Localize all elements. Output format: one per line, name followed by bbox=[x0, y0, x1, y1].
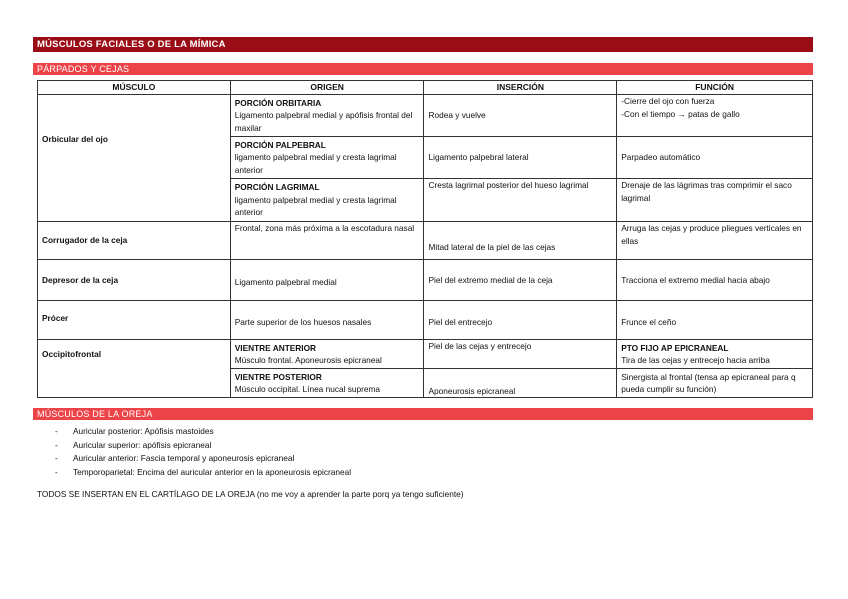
column-header: ORIGEN bbox=[230, 81, 424, 95]
list-item: - Temporoparietal: Encima del auricular anterior en la aponeurosis epicraneal bbox=[55, 466, 352, 477]
table-row bbox=[38, 301, 813, 340]
list-item-text: Temporoparietal: Encima del auricular anterior en la aponeurosis epicraneal bbox=[73, 466, 352, 477]
belly-title: VIENTRE POSTERIOR bbox=[234, 371, 322, 382]
footnote: TODOS SE INSERTAN EN EL CARTÍLAGO DE LA OREJA (no me voy a aprender la parte porq ya tengo suficiente) bbox=[37, 489, 464, 499]
muscle-name: Occipitofrontal bbox=[38, 340, 231, 398]
list-item: - Auricular posterior: Apófisis mastoides bbox=[55, 426, 214, 436]
table-header-row bbox=[38, 81, 813, 95]
insertion-cell: Ligamento palpebral lateral bbox=[424, 137, 617, 179]
column-header: INSERCIÓN bbox=[424, 81, 617, 95]
table-row bbox=[38, 95, 813, 137]
list-item-text: Auricular superior: apófisis epicraneal bbox=[73, 439, 212, 450]
list-item-text: Auricular anterior: Fascia temporal y aponeurosis epicraneal bbox=[73, 453, 295, 463]
origin-text: Músculo occipital. Línea nucal suprema bbox=[234, 384, 381, 394]
function-cell: Arruga las cejas y produce pliegues verticales en ellas bbox=[617, 222, 813, 260]
list-item: - Auricular anterior: Fascia temporal y aponeurosis epicraneal bbox=[55, 453, 295, 463]
ear-muscles-list bbox=[55, 425, 351, 479]
origin-cell bbox=[230, 340, 424, 369]
table-row bbox=[38, 340, 813, 369]
insertion-cell: Aponeurosis epicraneal bbox=[424, 369, 617, 398]
column-header: FUNCIÓN bbox=[617, 81, 813, 95]
function-cell: Drenaje de las lágrimas tras comprimir el saco lagrimal bbox=[617, 179, 813, 222]
column-header: MÚSCULO bbox=[38, 81, 231, 95]
list-item-text: Auricular posterior: Apófisis mastoides bbox=[73, 426, 214, 436]
list-item: - Auricular superior: apófisis epicraneal bbox=[55, 439, 212, 450]
insertion-cell: Mitad lateral de la piel de las cejas bbox=[424, 222, 617, 260]
section-header-oreja: MÚSCULOS DE LA OREJA bbox=[33, 408, 813, 420]
function-cell bbox=[617, 95, 813, 137]
page-title: MÚSCULOS FACIALES O DE LA MÍMICA bbox=[33, 37, 813, 52]
function-text: Tira de las cejas y entrecejo hacia arriba bbox=[621, 355, 770, 365]
insertion-cell: Piel del extremo medial de la ceja bbox=[424, 260, 617, 301]
insertion-cell: Piel del entrecejo bbox=[424, 301, 617, 340]
function-line: -Cierre del ojo con fuerza bbox=[621, 96, 715, 106]
table-row bbox=[38, 260, 813, 301]
insertion-cell: Piel de las cejas y entrecejo bbox=[424, 340, 617, 369]
table-row bbox=[38, 222, 813, 260]
origin-text: Ligamento palpebral medial y apófisis frontal del maxilar bbox=[234, 110, 413, 133]
origin-cell: Frontal, zona más próxima a la escotadura nasal bbox=[230, 222, 424, 260]
portion-title: PORCIÓN LAGRIMAL bbox=[234, 182, 320, 193]
origin-text: ligamento palpebral medial y cresta lagrimal anterior bbox=[234, 152, 397, 175]
function-cell: Tracciona el extremo medial hacia abajo bbox=[617, 260, 813, 301]
origin-cell bbox=[230, 369, 424, 398]
muscle-name: Depresor de la ceja bbox=[38, 260, 231, 301]
origin-cell bbox=[230, 137, 424, 179]
function-cell: Sinergista al frontal (tensa ap epicraneal para q pueda cumplir su función) bbox=[617, 369, 813, 398]
origin-cell: Parte superior de los huesos nasales bbox=[230, 301, 424, 340]
muscles-table bbox=[37, 80, 813, 398]
origin-text: ligamento palpebral medial y cresta lagrimal anterior bbox=[234, 194, 397, 218]
function-line: -Con el tiempo → patas de gallo bbox=[621, 108, 740, 119]
section-header-parpados: PÁRPADOS Y CEJAS bbox=[33, 63, 813, 75]
origin-cell bbox=[230, 179, 424, 222]
belly-title: VIENTRE ANTERIOR bbox=[234, 342, 317, 353]
portion-title: PORCIÓN ORBITARIA bbox=[234, 97, 322, 108]
insertion-cell: Cresta lagrimal posterior del hueso lagrimal bbox=[424, 179, 617, 222]
muscle-name: Prócer bbox=[38, 301, 231, 340]
origin-cell: Ligamento palpebral medial bbox=[230, 260, 424, 301]
muscle-name: Corrugador de la ceja bbox=[38, 222, 231, 260]
muscle-name: Orbicular del ojo bbox=[38, 95, 231, 222]
function-cell: Parpadeo automático bbox=[617, 137, 813, 179]
function-cell: Frunce el ceño bbox=[617, 301, 813, 340]
insertion-cell: Rodea y vuelve bbox=[424, 95, 617, 137]
function-title: PTO FIJO AP EPICRANEAL bbox=[621, 342, 729, 353]
origin-cell bbox=[230, 95, 424, 137]
function-cell bbox=[617, 340, 813, 369]
portion-title: PORCIÓN PALPEBRAL bbox=[234, 139, 326, 150]
origin-text: Músculo frontal. Aponeurosis epicraneal bbox=[234, 355, 382, 365]
